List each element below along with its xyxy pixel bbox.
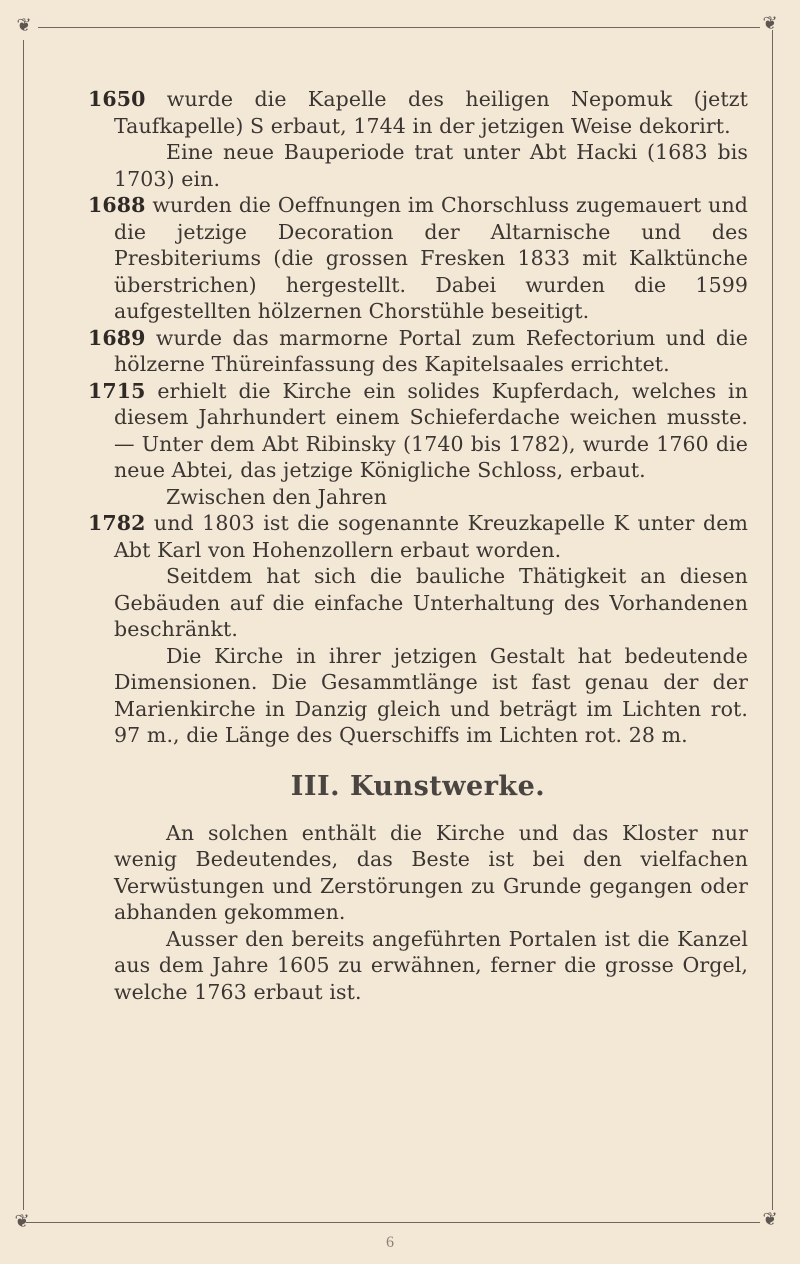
chronicle-entry-1688 bbox=[88, 192, 748, 325]
entry-year: 1689 bbox=[88, 325, 146, 350]
paragraph-text: Ausser den bereits angeführten Portalen ist die Kanzel aus dem Jahre 1605 zu erwähnen, ferner die grosse Orgel, welche 1763 erbaut ist. bbox=[114, 926, 748, 1004]
paragraph-seitdem bbox=[88, 563, 748, 643]
page-body bbox=[88, 86, 748, 1005]
chronicle-entry-1782 bbox=[88, 510, 748, 563]
chronicle-entry-1689 bbox=[88, 325, 748, 378]
entry-text: und 1803 ist die sogenannte Kreuzkapelle K unter dem Abt Karl von Hohenzollern erbaut worden. bbox=[114, 511, 748, 562]
entry-text: erhielt die Kirche ein solides Kupferdach, welches in diesem Jahrhundert einem Schieferdache weichen musste. — Unter dem Abt Ribinsky (1740 bis 1782), wurde 1760 die neue Abtei, das jetzige Königliche Schloss, erbaut. bbox=[114, 378, 748, 482]
paragraph-kunstwerke-intro bbox=[88, 820, 748, 926]
entry-year: 1715 bbox=[88, 378, 146, 403]
entry-text: wurde das marmorne Portal zum Refectorium und die hölzerne Thüreinfassung des Kapitelsaales errichtet. bbox=[114, 325, 748, 376]
corner-ornament-bottom-right-icon: ❦ bbox=[762, 1209, 778, 1230]
entry-year: 1688 bbox=[88, 193, 146, 217]
entry-year: 1650 bbox=[88, 87, 146, 111]
section-heading: III. Kunstwerke. bbox=[290, 770, 546, 802]
paragraph-text: An solchen enthält die Kirche und das Kloster nur wenig Bedeutendes, das Beste ist bei den vielfachen Verwüstungen und Zerstörungen zu Grunde gegangen oder abhanden gekommen. bbox=[114, 820, 748, 924]
frame-bottom-rule bbox=[26, 1222, 760, 1223]
chronicle-entry-1650 bbox=[88, 86, 748, 139]
corner-ornament-top-left-icon: ❦ bbox=[16, 15, 32, 36]
paragraph-text: Die Kirche in ihrer jetzigen Gestalt hat bedeutende Dimensionen. Die Gesammtlänge ist fast genau der der Marienkirche in Danzig gleich und beträgt im Lichten rot. 97 m., die Länge des Querschiffs im Lichten rot. 28 m. bbox=[114, 643, 748, 747]
paragraph-text: Seitdem hat sich die bauliche Thätigkeit an diesen Gebäuden auf die einfache Unterhaltung des Vorhandenen beschränkt. bbox=[114, 564, 748, 641]
paragraph-text: Zwischen den Jahren bbox=[166, 484, 388, 509]
paragraph-text: Eine neue Bauperiode trat unter Abt Hacki (1683 bis 1703) ein. bbox=[114, 140, 748, 191]
page-number: 6 bbox=[386, 1234, 394, 1251]
entry-text: wurde die Kapelle des heiligen Nepomuk (jetzt Taufkapelle) S erbaut, 1744 in der jetzigen Weise dekorirt. bbox=[114, 87, 748, 138]
frame-right-rule bbox=[772, 30, 773, 1210]
paragraph-kanzel-orgel bbox=[88, 926, 748, 1006]
frame-top-rule bbox=[38, 27, 760, 28]
paragraph-bauperiode bbox=[88, 139, 748, 192]
corner-ornament-bottom-left-icon: ❦ bbox=[14, 1211, 30, 1232]
frame-left-rule bbox=[23, 40, 24, 1210]
entry-year: 1782 bbox=[88, 511, 146, 535]
entry-text: wurden die Oeffnungen im Chorschluss zugemauert und die jetzige Decoration der Altarnische und des Presbiteriums (die grossen Fresken 1833 mit Kalktünche überstrichen) hergestellt. Dabei wurden die 1599 aufgestellten hölzernen Chorstühle beseitigt. bbox=[114, 193, 748, 323]
corner-ornament-top-right-icon: ❦ bbox=[762, 13, 778, 34]
chronicle-entry-1715 bbox=[88, 378, 748, 484]
paragraph-zwischen bbox=[88, 484, 748, 511]
paragraph-dimensionen bbox=[88, 643, 748, 749]
